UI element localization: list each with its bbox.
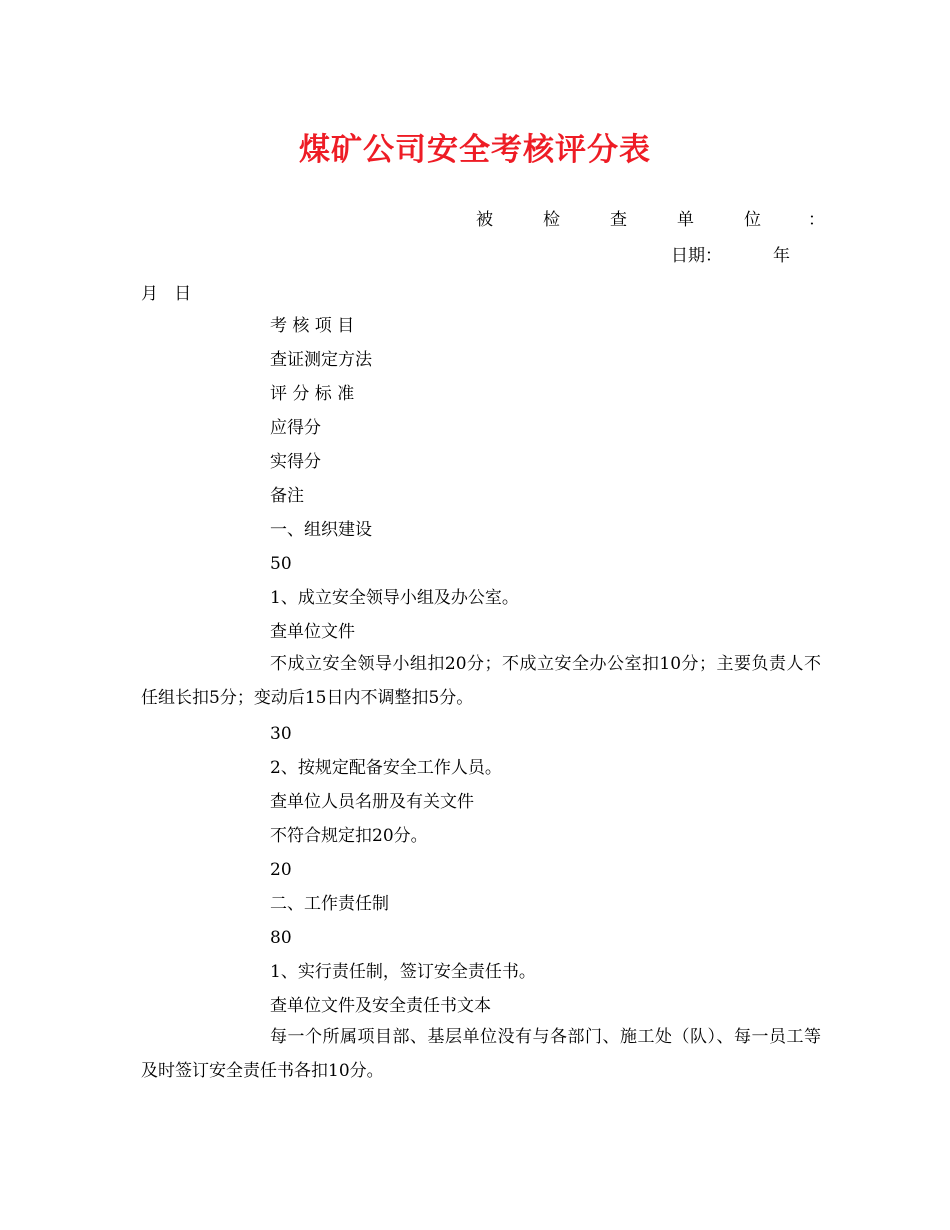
column-header-actual-score: 实得分 xyxy=(270,452,321,472)
column-header-expected-score: 应得分 xyxy=(270,418,321,438)
item-standard: 不成立安全领导小组扣20分；不成立安全办公室扣10分；主要负责人不任组长扣5分；变动后15日内不调整扣5分。 xyxy=(141,654,821,708)
inspected-unit-char: 位 xyxy=(744,210,761,230)
column-header-item: 考 核 项 目 xyxy=(270,316,355,336)
item-method: 查单位文件 xyxy=(270,622,355,642)
item-method: 查单位人员名册及有关文件 xyxy=(270,792,474,812)
document-title: 煤矿公司安全考核评分表 xyxy=(299,132,651,168)
section-score: 50 xyxy=(270,554,292,574)
section-score: 80 xyxy=(270,928,292,948)
item-method: 查单位文件及安全责任书文本 xyxy=(270,996,491,1016)
item-score: 20 xyxy=(270,860,292,880)
section-heading: 一、组织建设 xyxy=(270,520,372,540)
inspected-unit-char: 检 xyxy=(543,210,560,230)
month-day-label: 月 日 xyxy=(141,284,192,304)
inspected-unit-char: 查 xyxy=(610,210,627,230)
column-header-remarks: 备注 xyxy=(270,486,304,506)
item-name: 2、按规定配备安全工作人员。 xyxy=(270,758,502,778)
inspected-unit-char: ： xyxy=(808,210,825,230)
date-label: 日期： xyxy=(671,246,722,266)
column-header-standard: 评 分 标 准 xyxy=(270,384,355,404)
year-label: 年 xyxy=(773,246,790,266)
section-heading: 二、工作责任制 xyxy=(270,894,389,914)
inspected-unit-label xyxy=(470,208,825,232)
inspected-unit-char: 被 xyxy=(476,210,493,230)
item-standard: 每一个所属项目部、基层单位没有与各部门、施工处（队）、每一员工等及时签订安全责任书各扣10分。 xyxy=(141,1027,821,1081)
item-standard: 不符合规定扣20分。 xyxy=(270,826,428,846)
column-header-method: 查证测定方法 xyxy=(270,350,372,370)
inspected-unit-char: 单 xyxy=(677,210,694,230)
item-name: 1、成立安全领导小组及办公室。 xyxy=(270,588,519,608)
item-name: 1、实行责任制，签订安全责任书。 xyxy=(270,962,536,982)
item-score: 30 xyxy=(270,724,292,744)
